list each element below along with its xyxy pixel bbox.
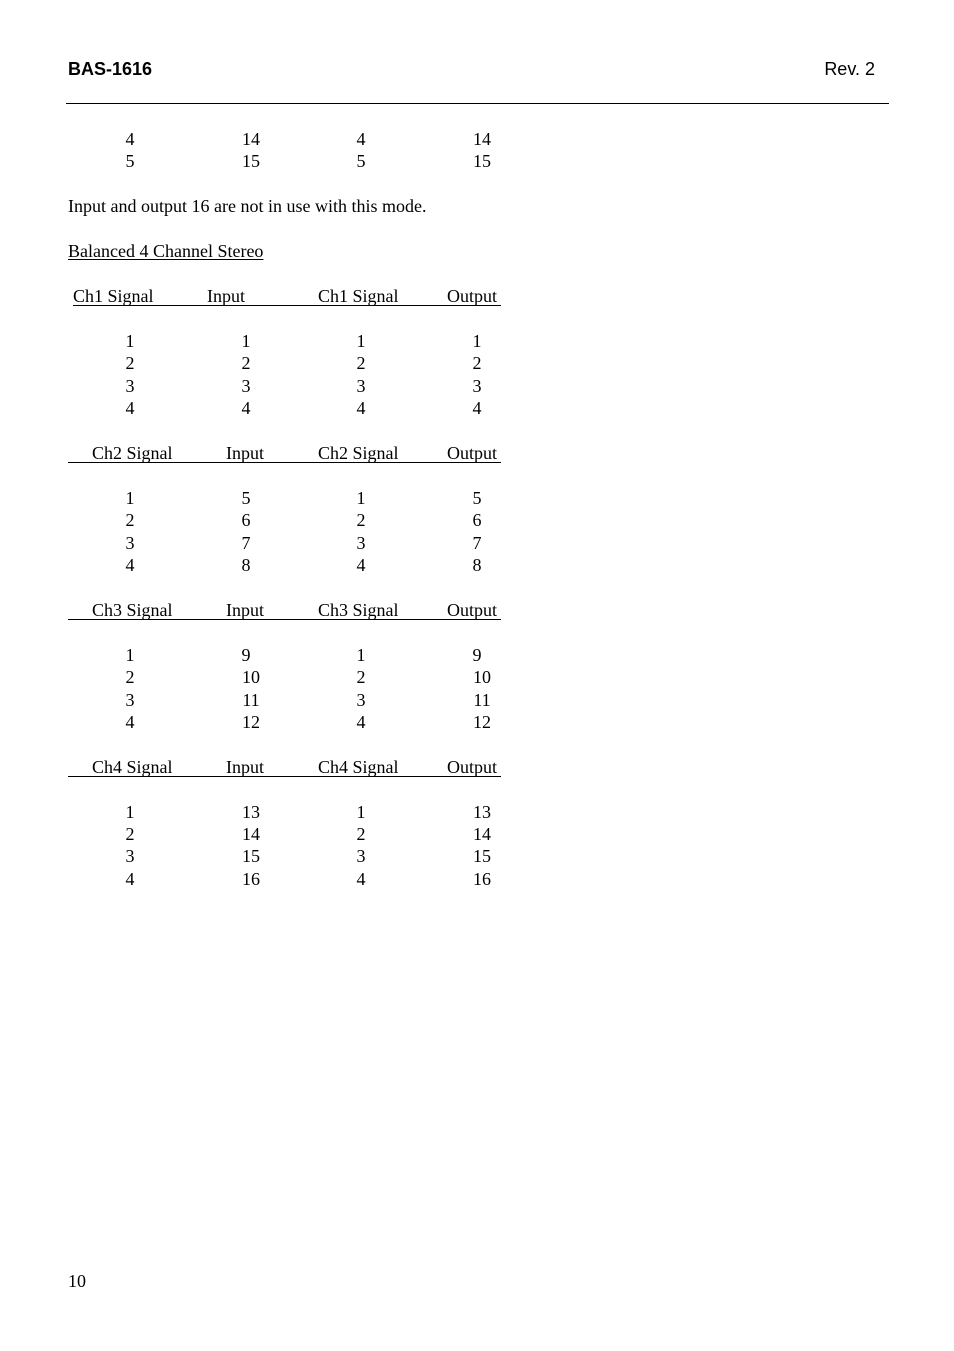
column-header: Output (447, 600, 498, 620)
table-header-row (0, 442, 954, 464)
table-cell: 15 (473, 151, 491, 171)
table-cell: 2 (125, 510, 135, 530)
table-cell: 3 (356, 376, 366, 396)
column-header: Ch3 Signal (318, 600, 399, 620)
column-header: Output (447, 443, 498, 463)
section-title: Balanced 4 Channel Stereo (68, 241, 264, 261)
table-cell: 4 (125, 398, 135, 418)
header-underline (68, 776, 501, 777)
table-header-row (0, 599, 954, 621)
table-cell: 1 (356, 802, 366, 822)
table-cell: 13 (242, 802, 260, 822)
table-row (0, 689, 954, 711)
table-cell: 4 (356, 398, 366, 418)
table-cell: 5 (241, 488, 251, 508)
table-cell: 3 (125, 690, 135, 710)
table-cell: 2 (125, 667, 135, 687)
table-cell: 2 (472, 353, 482, 373)
table-cell: 4 (125, 555, 135, 575)
table-cell: 4 (472, 398, 482, 418)
table-cell: 14 (242, 824, 260, 844)
table-cell: 1 (125, 331, 135, 351)
column-header: Input (226, 443, 264, 463)
table-cell: 9 (241, 645, 251, 665)
table-row (0, 330, 954, 352)
revision-label: Rev. 2 (824, 59, 875, 79)
table-cell: 1 (125, 488, 135, 508)
table-cell: 2 (241, 353, 251, 373)
column-header: Input (207, 286, 245, 306)
table-cell: 8 (472, 555, 482, 575)
table-cell: 8 (241, 555, 251, 575)
table-cell: 4 (125, 129, 135, 149)
table-cell: 2 (356, 667, 366, 687)
table-cell: 1 (125, 645, 135, 665)
header-underline (73, 305, 501, 306)
table-row (0, 644, 954, 666)
table-cell: 15 (242, 846, 260, 866)
column-header: Output (447, 757, 498, 777)
table-row (0, 509, 954, 531)
table-cell: 7 (472, 533, 482, 553)
table-cell: 14 (242, 129, 260, 149)
table-cell: 6 (472, 510, 482, 530)
column-header: Ch1 Signal (318, 286, 399, 306)
table-cell: 7 (241, 533, 251, 553)
document-title: BAS-1616 (68, 59, 153, 79)
table-cell: 11 (242, 690, 260, 710)
column-header: Ch3 Signal (92, 600, 173, 620)
column-header: Ch1 Signal (73, 286, 154, 306)
table-cell: 16 (242, 869, 260, 889)
table-cell: 3 (472, 376, 482, 396)
table-row (0, 845, 954, 867)
table-cell: 10 (473, 667, 491, 687)
table-cell: 4 (356, 129, 366, 149)
table-row (0, 868, 954, 890)
table-row (0, 352, 954, 374)
table-cell: 14 (473, 824, 491, 844)
table-cell: 2 (356, 510, 366, 530)
table-cell: 4 (125, 869, 135, 889)
table-cell: 3 (356, 846, 366, 866)
table-cell: 1 (356, 331, 366, 351)
header-underline (68, 462, 501, 463)
table-cell: 11 (473, 690, 491, 710)
table-cell: 1 (472, 331, 482, 351)
table-cell: 2 (125, 353, 135, 373)
column-header: Ch2 Signal (318, 443, 399, 463)
table-cell: 4 (356, 712, 366, 732)
column-header: Ch4 Signal (318, 757, 399, 777)
mode-note: Input and output 16 are not in use with this mode. (68, 196, 427, 216)
table-cell: 2 (125, 824, 135, 844)
table-cell: 5 (472, 488, 482, 508)
table-row (0, 801, 954, 823)
table-cell: 1 (125, 802, 135, 822)
table-row (0, 666, 954, 688)
table-cell: 12 (242, 712, 260, 732)
table-cell: 10 (242, 667, 260, 687)
table-cell: 1 (356, 488, 366, 508)
table-row (0, 532, 954, 554)
table-cell: 2 (356, 353, 366, 373)
table-row (0, 397, 954, 419)
table-row (0, 711, 954, 733)
column-header: Input (226, 600, 264, 620)
table-cell: 15 (473, 846, 491, 866)
table-cell: 6 (241, 510, 251, 530)
table-cell: 13 (473, 802, 491, 822)
header-underline (68, 619, 501, 620)
table-cell: 4 (125, 712, 135, 732)
table-header-row (0, 756, 954, 778)
header-divider (66, 103, 889, 104)
table-cell: 4 (356, 555, 366, 575)
table-cell: 2 (356, 824, 366, 844)
table-cell: 9 (472, 645, 482, 665)
table-cell: 3 (125, 846, 135, 866)
table-cell: 1 (241, 331, 251, 351)
column-header: Ch4 Signal (92, 757, 173, 777)
table-cell: 5 (356, 151, 366, 171)
column-header: Ch2 Signal (92, 443, 173, 463)
table-cell: 3 (125, 533, 135, 553)
table-cell: 15 (242, 151, 260, 171)
table-row (0, 375, 954, 397)
table-row (0, 128, 954, 150)
table-row (0, 487, 954, 509)
column-header: Input (226, 757, 264, 777)
table-cell: 5 (125, 151, 135, 171)
table-cell: 14 (473, 129, 491, 149)
table-cell: 12 (473, 712, 491, 732)
table-row (0, 150, 954, 172)
table-cell: 3 (125, 376, 135, 396)
table-cell: 4 (241, 398, 251, 418)
table-cell: 3 (356, 533, 366, 553)
table-header-row (0, 285, 954, 307)
table-cell: 4 (356, 869, 366, 889)
table-row (0, 823, 954, 845)
table-row (0, 554, 954, 576)
table-cell: 3 (356, 690, 366, 710)
table-cell: 1 (356, 645, 366, 665)
column-header: Output (447, 286, 498, 306)
table-cell: 3 (241, 376, 251, 396)
table-cell: 16 (473, 869, 491, 889)
page-number: 10 (68, 1271, 86, 1291)
